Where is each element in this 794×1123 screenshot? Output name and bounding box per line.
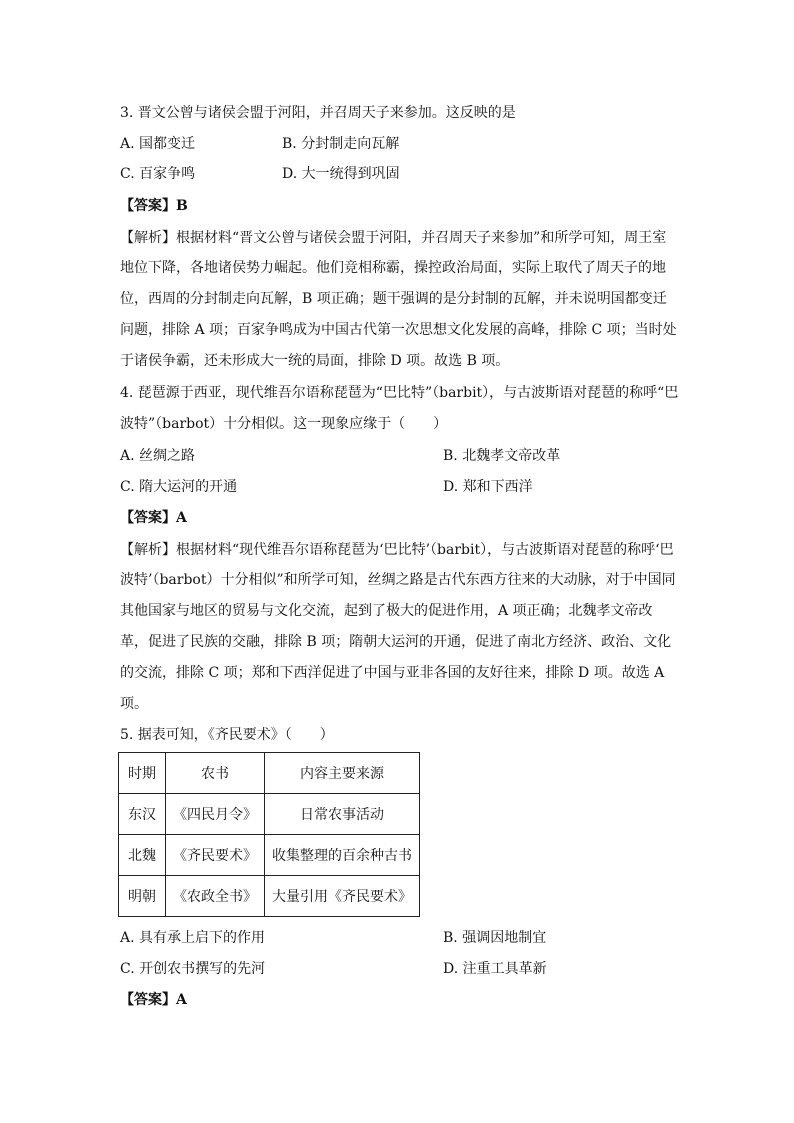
q5-option-b: B. 强调因地制宜 [443,930,547,946]
table-cell: 东汉 [119,794,166,835]
table-cell: 《齐民要术》 [166,835,265,876]
q3-analysis-line: 于诸侯争霸，还未形成大一统的局面，排除 D 项。故选 B 项。 [120,353,510,369]
q5-stem: 5. 据表可知，《齐民要术》（ ） [120,727,334,743]
table-cell: 北魏 [119,835,166,876]
q5-answer: 【答案】A [120,992,187,1008]
q4-analysis-line: 波特’（barbot）十分相似”和所学可知，丝绸之路是古代东西方往来的大动脉，对于中国同 [120,572,676,588]
q4-analysis-line: 【解析】根据材料“现代维吾尔语称琵琶为‘巴比特’（barbit），与古波斯语对琵琶的称呼‘巴 [120,542,674,558]
table-header-cell: 内容主要来源 [265,753,420,794]
q3-analysis-line: 地位下降，各地诸侯势力崛起。他们竞相称霸，操控政治局面，实际上取代了周天子的地 [120,260,666,276]
q5-option-d: D. 注重工具革新 [443,961,547,977]
q5-option-c: C. 开创农书撰写的先河 [120,961,266,977]
q3-analysis-line: 问题，排除 A 项；百家争鸣成为中国古代第一次思想文化发展的高峰，排除 C 项；当时处 [120,322,677,338]
q3-option-c: C. 百家争鸣 [120,166,196,182]
q4-option-d: D. 郑和下西洋 [443,479,533,495]
q4-analysis-line: 的交流，排除 C 项；郑和下西洋促进了中国与亚非各国的友好往来，排除 D 项。故选 A [120,665,665,681]
q5-option-a: A. 具有承上启下的作用 [120,930,266,946]
table-header-row [119,753,420,794]
q4-option-a: A. 丝绸之路 [120,448,196,464]
q4-option-b: B. 北魏孝文帝改革 [443,448,561,464]
q3-analysis-line: 【解析】根据材料“晋文公曾与诸侯会盟于河阳，并召周天子来参加”和所学可知，周王室 [120,230,667,246]
table-cell: 《农政全书》 [166,876,265,917]
q3-option-b: B. 分封制走向瓦解 [282,136,400,152]
table-cell: 大量引用《齐民要术》 [265,876,420,917]
table-cell: 收集整理的百余种古书 [265,835,420,876]
q3-stem: 3. 晋文公曾与诸侯会盟于河阳，并召周天子来参加。这反映的是 [120,105,516,121]
q4-analysis-line: 项。 [120,696,148,712]
q4-stem-line: 4. 琵琶源于西亚，现代维吾尔语称琵琶为“巴比特”（barbit），与古波斯语对琵琶的称呼“巴 [120,385,679,401]
q4-analysis-line: 革，促进了民族的交融，排除 B 项；隋朝大运河的开通，促进了南北方经济、政治、文化 [120,634,672,650]
table-header-cell: 时期 [119,753,166,794]
table-row [119,835,420,876]
q3-option-d: D. 大一统得到巩固 [282,166,400,182]
q4-answer: 【答案】A [120,510,187,526]
q3-analysis-line: 位，西周的分封制走向瓦解，B 项正确；题干强调的是分封制的瓦解，并未说明国都变迁 [120,291,667,307]
q4-option-c: C. 隋大运河的开通 [120,479,238,495]
table-cell: 日常农事活动 [265,794,420,835]
q3-answer: 【答案】B [120,198,188,214]
q4-stem-line: 波特”（barbot）十分相似。这一现象应缘于（ ） [120,416,448,432]
table-cell: 明朝 [119,876,166,917]
table-row [119,876,420,917]
table-row [119,794,420,835]
q5-table [118,752,420,917]
table-header-cell: 农书 [166,753,265,794]
table-cell: 《四民月令》 [166,794,265,835]
q4-analysis-line: 其他国家与地区的贸易与文化交流，起到了极大的促进作用，A 项正确；北魏孝文帝改 [120,603,653,619]
q3-option-a: A. 国都变迁 [120,136,196,152]
